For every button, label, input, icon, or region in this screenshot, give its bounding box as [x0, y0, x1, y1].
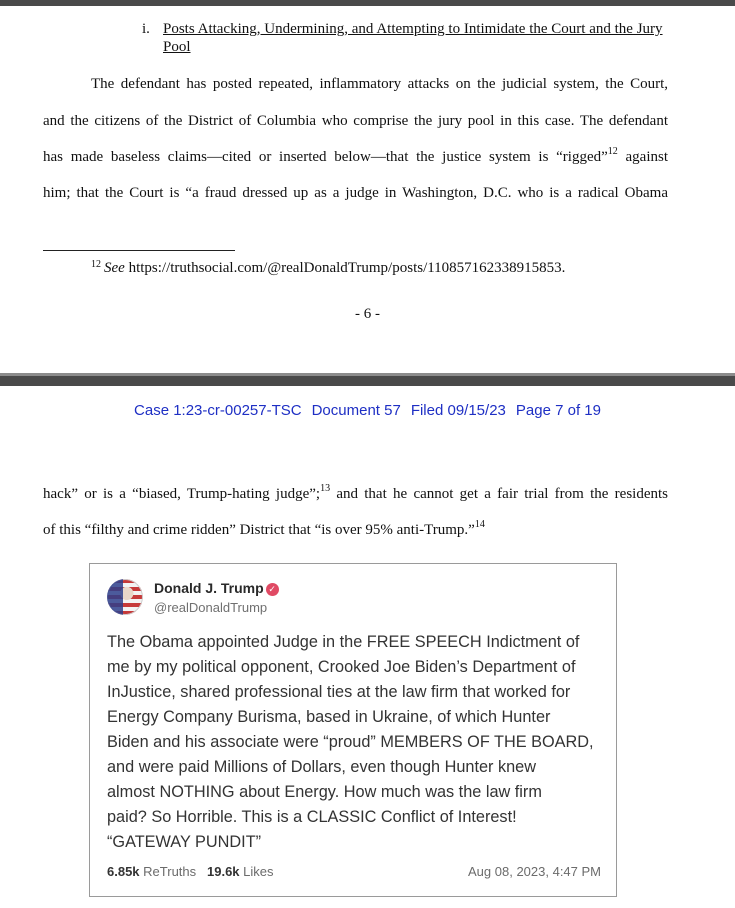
post-body-line: and were paid Millions of Dollars, even though Hunter knew: [107, 758, 536, 776]
footnote-ref-14[interactable]: 14: [474, 519, 485, 530]
post-author[interactable]: [154, 580, 279, 596]
retruths-label: ReTruths: [143, 864, 197, 879]
footnote-see: See: [104, 260, 125, 276]
post-handle[interactable]: @realDonaldTrump: [154, 600, 268, 615]
body-line-3-end: against: [617, 149, 668, 165]
heading-title: Posts Attacking, Undermining, and Attempting to Intimidate the Court and the Jury Pool: [163, 21, 663, 55]
retruths-stat[interactable]: [107, 864, 196, 879]
avatar[interactable]: [107, 579, 143, 615]
page-break-highlight: [0, 373, 735, 376]
page-of: Page 7 of 19: [515, 402, 601, 419]
body-line-2: [43, 112, 668, 130]
footnote-link[interactable]: https://truthsocial.com/@realDonaldTrump/posts/110857162338915853.: [124, 260, 566, 276]
body-line-4: [43, 184, 668, 202]
page-top-border: [0, 0, 735, 6]
page-number: - 6 -: [355, 306, 380, 322]
avatar-flag-field: [107, 579, 123, 615]
footnote-ref-13[interactable]: 13: [320, 483, 331, 494]
post-date[interactable]: Aug 08, 2023, 4:47 PM: [468, 864, 601, 879]
footnote-ref-12[interactable]: 12: [607, 146, 618, 157]
case-number: Case 1:23-cr-00257-TSC: [134, 402, 302, 419]
post-footer: [107, 864, 601, 879]
footnote-divider: [43, 250, 235, 251]
likes-label: Likes: [243, 864, 274, 879]
page-break-bar: [0, 373, 735, 386]
post-body: [107, 630, 607, 855]
body-line-3-text: has made baseless claims—cited or inserted below—that the justice system is “rigged”: [43, 149, 608, 165]
case-header: [0, 402, 735, 419]
post-body-line: InJustice, shared professional ties at the law firm that worked for: [107, 683, 571, 701]
likes-stat[interactable]: [207, 864, 274, 879]
body-line-3: [43, 148, 668, 166]
body-line-2-text: and the citizens of the District of Columbia who comprise the jury pool in this case. The defendant: [43, 113, 668, 129]
post-body-line: paid? So Horrible. This is a CLASSIC Conflict of Interest!: [107, 808, 517, 826]
p7-line-1-text: hack” or is a “biased, Trump-hating judge”;: [43, 486, 321, 502]
p7-line-1-end: and that he cannot get a fair trial from the residents: [330, 486, 668, 502]
post-body-line: Biden and his associate were “proud” MEMBERS OF THE BOARD,: [107, 733, 594, 751]
footnote-number: 12: [91, 259, 101, 270]
post-body-line: almost NOTHING about Energy. How much was the law firm: [107, 783, 542, 801]
body-line-4-text: him; that the Court is “a fraud dressed up as a judge in Washington, D.C. who is a radical Obama: [43, 185, 668, 201]
body-line-1-text: The defendant has posted repeated, inflammatory attacks on the judicial system, the Court,: [91, 76, 668, 92]
post-body-line: The Obama appointed Judge in the FREE SPEECH Indictment of: [107, 633, 580, 651]
social-post-embed: [89, 563, 617, 897]
likes-count: 19.6k: [207, 864, 240, 879]
filed-date: Filed 09/15/23: [410, 402, 506, 419]
p7-line-2: [43, 521, 668, 539]
post-body-line: Energy Company Burisma, based in Ukraine, of which Hunter: [107, 708, 551, 726]
document-number: Document 57: [311, 402, 401, 419]
post-body-line: “GATEWAY PUNDIT”: [107, 833, 262, 851]
post-body-line: me by my political opponent, Crooked Joe Biden’s Department of: [107, 658, 576, 676]
p7-line-1: [43, 485, 668, 503]
p7-line-2-text: of this “filthy and crime ridden” District that “is over 95% anti-Trump.”: [43, 522, 475, 538]
body-line-1: [91, 75, 668, 93]
post-author-name[interactable]: Donald J. Trump: [154, 580, 264, 596]
footnote-12: [91, 259, 565, 279]
verified-check-icon: ✓: [266, 583, 279, 596]
heading-number: i.: [142, 21, 150, 37]
retruths-count: 6.85k: [107, 864, 140, 879]
